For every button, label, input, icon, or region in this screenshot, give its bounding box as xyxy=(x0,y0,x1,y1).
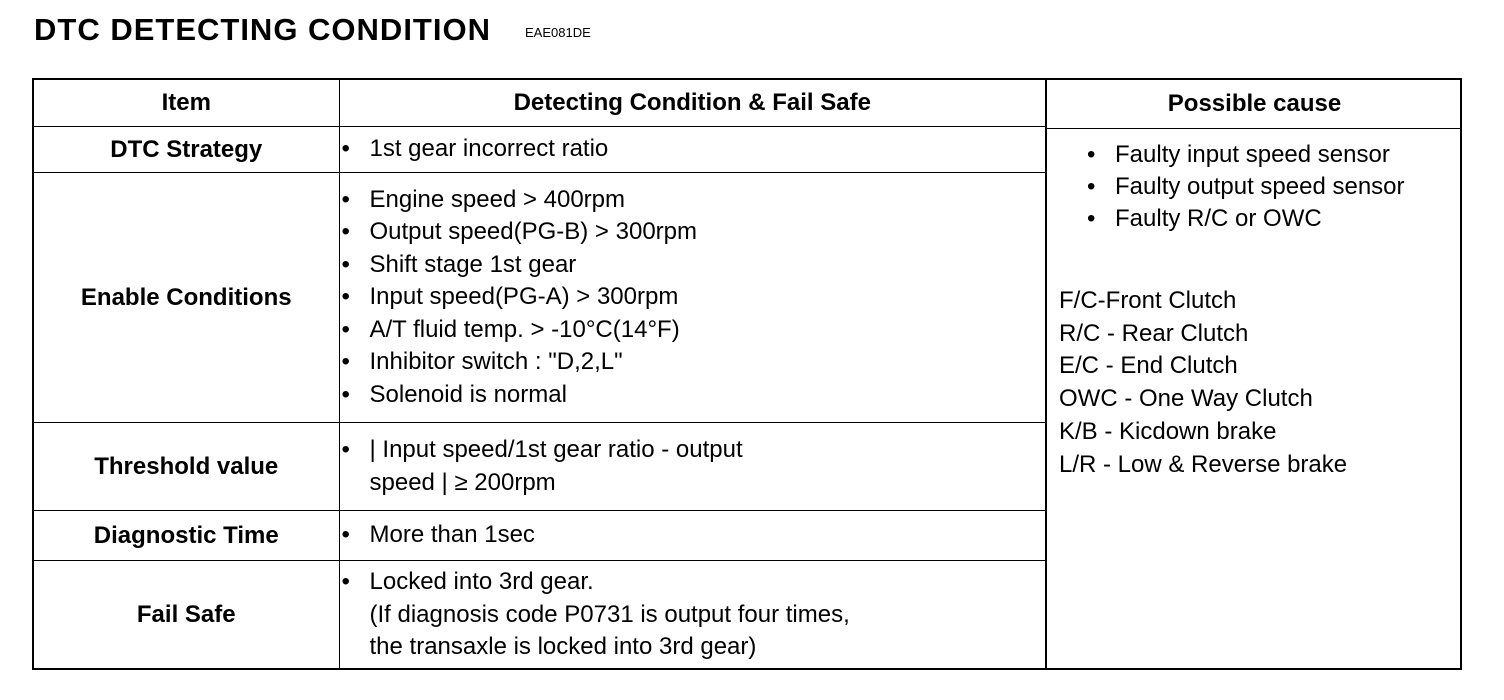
row-value xyxy=(339,423,1045,511)
title-row xyxy=(34,12,591,48)
row-value xyxy=(339,173,1045,423)
condition-column xyxy=(34,80,1045,668)
table-row xyxy=(34,423,1045,511)
list-item: • Faulty R/C or OWC xyxy=(1085,203,1462,235)
table-row xyxy=(34,561,1045,669)
header-cause: Possible cause xyxy=(1047,80,1462,129)
abbreviation-item: OWC - One Way Clutch xyxy=(1059,385,1313,413)
row-value xyxy=(339,127,1045,173)
abbreviation-item: E/C - End Clutch xyxy=(1059,352,1238,380)
abbreviation-item: R/C - Rear Clutch xyxy=(1059,319,1249,347)
table-row xyxy=(34,127,1045,173)
dtc-table-frame xyxy=(32,78,1462,670)
list-item: • Faulty output speed sensor xyxy=(1085,171,1462,203)
list-item: • Locked into 3rd gear. (If diagnosis code P0731 is output four times, the transaxle is locked into 3rd gear) xyxy=(340,566,1046,664)
possible-causes-list xyxy=(1047,129,1462,235)
list-item: • | Input speed/1st gear ratio - output speed | ≥ 200rpm xyxy=(340,434,1046,499)
list-item: • 1st gear incorrect ratio xyxy=(340,133,1046,166)
document-code: EAE081DE xyxy=(525,25,591,40)
header-item: Item xyxy=(34,80,339,127)
row-label: Fail Safe xyxy=(34,561,339,669)
row-label: DTC Strategy xyxy=(34,127,339,173)
header-row xyxy=(34,80,1045,127)
abbreviation-item: K/B - Kicdown brake xyxy=(1059,417,1277,445)
list-item: • More than 1sec xyxy=(340,519,1046,552)
condition-table xyxy=(34,80,1045,669)
row-label: Diagnostic Time xyxy=(34,511,339,561)
list-item: • Faulty input speed sensor xyxy=(1085,139,1462,171)
row-value xyxy=(339,511,1045,561)
list-item: • Shift stage 1st gear xyxy=(340,249,1046,282)
possible-cause-column xyxy=(1045,80,1462,668)
list-item: • Solenoid is normal xyxy=(340,379,1046,412)
abbreviation-item: L/R - Low & Reverse brake xyxy=(1059,450,1348,478)
list-item: • Input speed(PG-A) > 300rpm xyxy=(340,281,1046,314)
list-item: • A/T fluid temp. > -10°C(14°F) xyxy=(340,314,1046,347)
row-label: Threshold value xyxy=(34,423,339,511)
table-row xyxy=(34,511,1045,561)
list-item: • Output speed(PG-B) > 300rpm xyxy=(340,216,1046,249)
list-item: • Inhibitor switch : "D,2,L" xyxy=(340,346,1046,379)
abbreviation-legend xyxy=(1047,235,1462,481)
page-title: DTC DETECTING CONDITION xyxy=(34,12,491,47)
abbreviation-item: F/C-Front Clutch xyxy=(1059,287,1237,314)
row-label: Enable Conditions xyxy=(34,173,339,423)
row-value xyxy=(339,561,1045,669)
list-item: • Engine speed > 400rpm xyxy=(340,184,1046,217)
table-row xyxy=(34,173,1045,423)
header-condition: Detecting Condition & Fail Safe xyxy=(339,80,1045,127)
